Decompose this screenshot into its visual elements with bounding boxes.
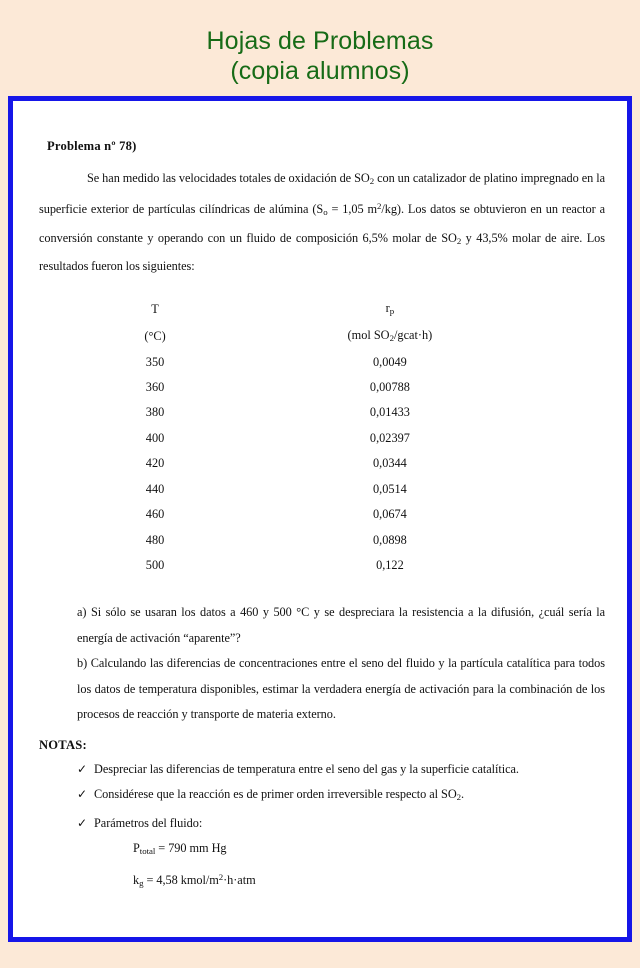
cell-rate: 0,0514	[372, 481, 407, 496]
cell-rate: 0,01433	[369, 405, 410, 420]
rate-symbol-subscript: p	[389, 305, 395, 316]
rate-unit-pre: (mol SO	[347, 327, 390, 342]
parameter-subscript: total	[139, 846, 156, 857]
cell-spacer	[509, 477, 605, 502]
slide-title-line2: (copia alumnos)	[230, 57, 410, 85]
cell-temperature: 400	[145, 430, 165, 445]
parameter-value: = 790 mm Hg	[155, 841, 227, 856]
cell-rate: 0,0049	[372, 354, 407, 369]
checkmark-icon: ✓	[77, 815, 88, 830]
cell-rate: 0,0344	[372, 456, 407, 471]
table-row	[39, 375, 605, 400]
table-row	[39, 350, 605, 375]
cell-temperature: 360	[145, 380, 165, 395]
statement-part-4: /kg). Los datos se obtuvieron en un reactor a conversión constante y operando con un fluido de composición 6,5% molar de SO	[39, 202, 605, 245]
parameter-value: = 4,58 kmol/m	[143, 872, 219, 887]
problem-heading: Problema nº 78)	[47, 139, 137, 153]
note-text-main: Considérese que la reacción es de primer orden irreversible respecto al SO	[94, 787, 457, 802]
statement-part-1: Se han medido las velocidades totales de oxidación de SO	[87, 171, 370, 185]
slide-title	[0, 26, 640, 86]
table-row	[39, 400, 605, 425]
problem-statement-paragraph	[39, 166, 605, 280]
note-text-main: Despreciar las diferencias de temperatura entre el seno del gas y la superficie catalítica.	[94, 761, 519, 776]
table-header	[39, 296, 605, 350]
cell-spacer	[509, 400, 605, 425]
so2-subscript: 2	[369, 175, 375, 186]
note-item	[77, 811, 605, 837]
parameter-line	[133, 836, 605, 864]
note-text	[94, 757, 605, 783]
question-item: a) Si sólo se usaran los datos a 460 y 500 °C y se despreciara la resistencia a la difusión, ¿cuál sería la energía de activación “aparente”?	[77, 605, 605, 645]
slide-title-line1: Hojas de Problemas	[206, 27, 434, 55]
header-spacer	[509, 296, 605, 323]
cell-spacer	[509, 528, 605, 553]
cell-spacer	[509, 350, 605, 375]
s0-subscript: o	[323, 207, 328, 218]
table-row	[39, 451, 605, 476]
cell-rate: 0,122	[376, 557, 404, 572]
cell-spacer	[509, 426, 605, 451]
table-header-row-units	[39, 323, 605, 350]
note-text	[94, 782, 605, 810]
statement-part-5: y 43,5% molar de aire. Los resultados fueron los siguientes:	[39, 230, 605, 274]
questions-list	[39, 600, 605, 728]
rate-symbol-letter: r	[385, 300, 390, 315]
cell-spacer	[509, 553, 605, 578]
table-row	[39, 502, 605, 527]
table-body	[39, 350, 605, 579]
content-frame	[8, 96, 632, 942]
cell-rate: 0,0674	[372, 507, 407, 522]
parameter-superscript: 2	[218, 871, 224, 882]
checkmark-icon: ✓	[77, 787, 88, 802]
content-body	[13, 101, 627, 937]
note-text-tail: .	[461, 787, 465, 802]
note-subscript: 2	[456, 792, 462, 803]
header-temperature-symbol: T	[151, 302, 159, 317]
notes-heading: NOTAS:	[39, 737, 87, 752]
note-item	[77, 757, 605, 783]
cell-temperature: 460	[145, 507, 165, 522]
question-item: b) Calculando las diferencias de concentraciones entre el seno del fluido y la partícula catalítica para todos los datos de temperatura disponibles, estimar la verdadera energía de activación para la combinación de los procesos de reacción y transporte de materia externo.	[77, 656, 605, 722]
cell-temperature: 500	[145, 557, 165, 572]
so2-subscript-2: 2	[456, 235, 462, 246]
header-rate-symbol	[271, 296, 509, 323]
cell-spacer	[509, 375, 605, 400]
rate-unit-subscript: 2	[389, 332, 394, 343]
table-header-row-symbols	[39, 296, 605, 323]
table-row	[39, 477, 605, 502]
header-temperature-unit: (°C)	[144, 329, 166, 344]
parameter-line	[133, 865, 605, 896]
checkmark-icon: ✓	[77, 761, 88, 776]
parameter-symbol: k	[133, 872, 140, 887]
header-spacer-2	[509, 323, 605, 350]
table-row	[39, 528, 605, 553]
table-row	[39, 553, 605, 578]
note-text	[94, 811, 605, 837]
note-item	[77, 782, 605, 810]
m2-superscript: 2	[376, 201, 382, 212]
header-rate-unit	[271, 323, 509, 350]
rate-unit-post: /gcat·h)	[394, 327, 433, 342]
parameter-subscript: g	[139, 877, 144, 888]
cell-temperature: 350	[145, 354, 165, 369]
cell-spacer	[509, 451, 605, 476]
parameter-symbol: P	[133, 841, 140, 856]
parameter-unit-tail: ·h·atm	[223, 872, 256, 887]
cell-rate: 0,02397	[369, 430, 410, 445]
table-row	[39, 426, 605, 451]
rate-data-table	[39, 296, 605, 579]
statement-part-2: con un catalizador de platino impregnado en la superficie exterior de partículas cilíndricas de alúmina (S	[39, 171, 605, 217]
fluid-parameters-list	[39, 836, 605, 896]
cell-spacer	[509, 502, 605, 527]
note-text-main: Parámetros del fluido:	[94, 815, 203, 830]
cell-rate: 0,0898	[372, 532, 407, 547]
cell-temperature: 380	[145, 405, 165, 420]
cell-rate: 0,00788	[369, 380, 410, 395]
cell-temperature: 420	[145, 456, 165, 471]
cell-temperature: 480	[145, 532, 165, 547]
notes-list	[39, 757, 605, 836]
statement-part-3: = 1,05 m	[327, 202, 377, 217]
cell-temperature: 440	[145, 481, 165, 496]
